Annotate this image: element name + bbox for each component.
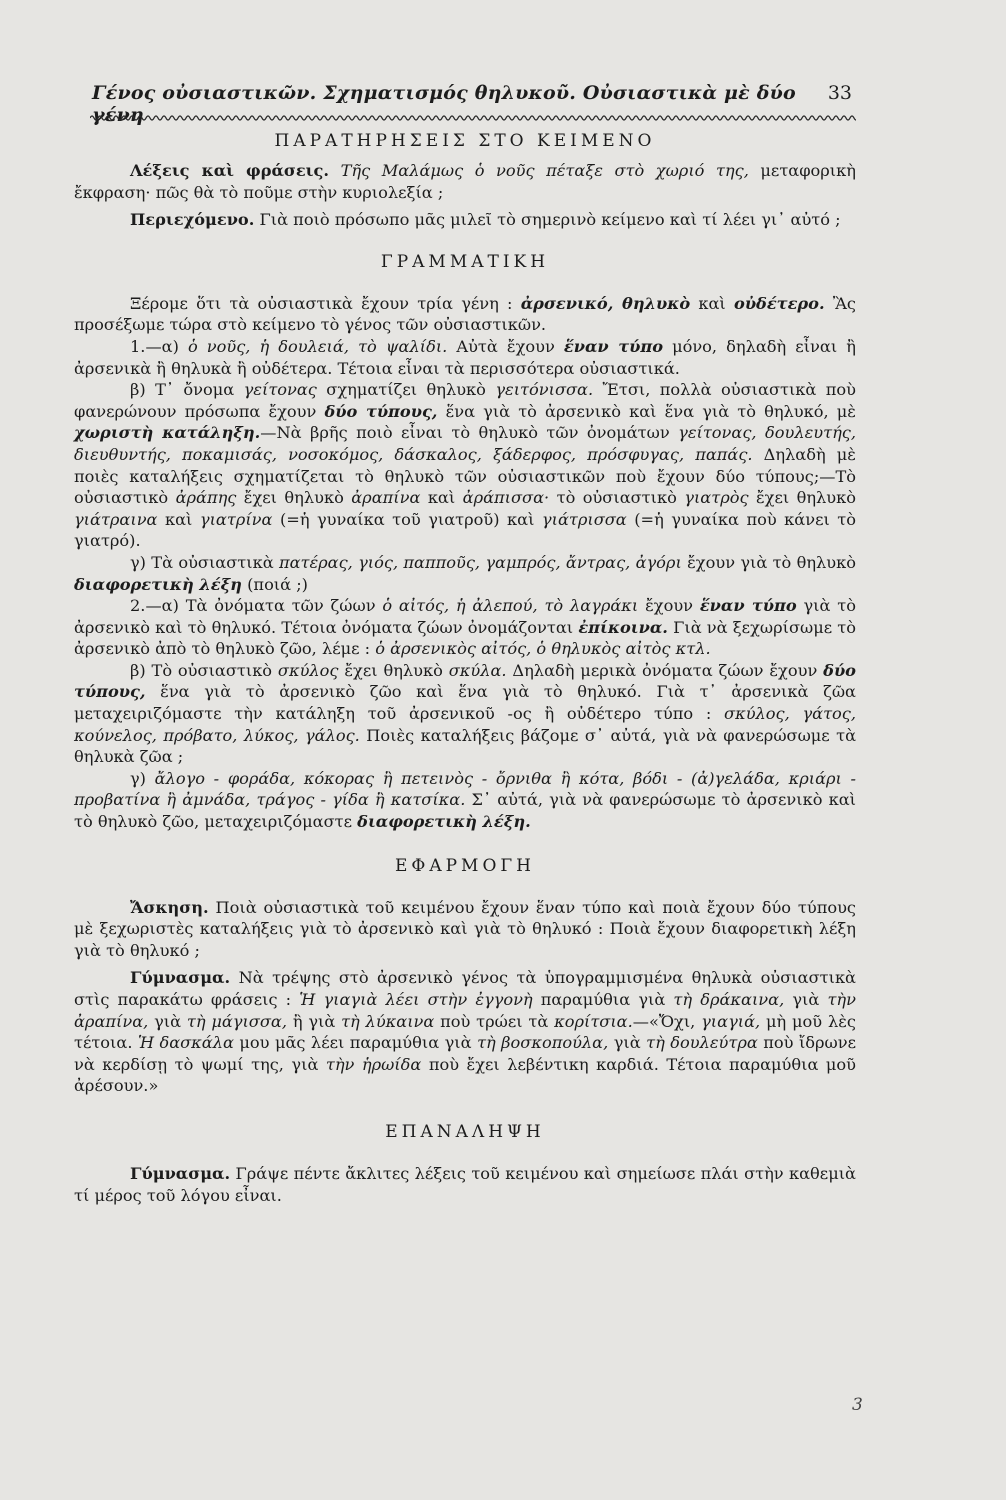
example: ἀράπισσα· — [462, 488, 550, 508]
page-body — [74, 122, 856, 1206]
text: —«Ὄχι, — [632, 1011, 696, 1031]
text: 1.—α) — [130, 336, 179, 356]
text: ποὺ τρώει τὰ — [440, 1011, 549, 1031]
example: γείτονας, δουλευτής, διευθυντής, ποκαμισάς, νοσοκόμος, δάσκαλος, ξάδερφος, πρόσφυγας, παπάς. — [74, 423, 856, 464]
text: ἔχουν — [645, 596, 694, 616]
text: (ποιά ;) — [247, 574, 309, 594]
example: πατέρας, γιός, παπποῦς, γαμπρός, ἄντρας, ἀγόρι — [278, 552, 682, 572]
text: Δηλαδὴ μὲ ποιὲς καταλήξεις σχηματίζεται τὸ θηλυκὸ τῶν οὐσιαστικῶν ποὺ ἔχουν δύο τύπους;—Τὸ οὐσιαστικὸ — [74, 444, 856, 508]
text: μου μᾶς λέει παραμύθια γιὰ — [239, 1033, 472, 1053]
text: ἢ γιὰ — [292, 1011, 336, 1031]
example: σκύλος — [277, 660, 339, 680]
paragraph-periexomeno — [74, 209, 856, 231]
askisi-text: Ποιὰ οὐσιαστικὰ τοῦ κειμένου ἔχουν ἕναν τύπο καὶ ποιὰ ἔχουν δύο τύπους μὲ ξεχωριστὲς καταλήξεις γιὰ τὸ ἀρσενικὸ καὶ γιὰ τὸ θηλυκό : Ποιὰ ἔχουν διαφορετικὴ λέξη γιὰ τὸ θηλυκό ; — [74, 897, 856, 960]
example: ὁ ἀρσενικὸς αἰτός, ὁ θηλυκὸς αἰτὸς κτλ. — [375, 639, 711, 659]
text: Νὰ τρέψης στὸ ἀρσενικὸ γένος τὰ ὑπογραμμισμένα θηλυκὰ οὐσιαστικὰ στὶς παρακάτω φράσεις : — [74, 968, 856, 1009]
text: ἔχει θηλυκὸ — [755, 488, 856, 508]
lexeis-label: Λέξεις καὶ φράσεις. — [130, 161, 330, 180]
lexeis-quote: Τῆς Μαλάμως ὁ νοῦς πέταξε στὸ χωριό της, — [340, 161, 749, 180]
signature-mark: 3 — [852, 1395, 863, 1415]
example: γιατρίνα — [199, 509, 273, 529]
example: Ἡ δασκάλα — [137, 1033, 234, 1053]
example: σκύλος, γάτος, κούνελος, πρόβατο, λύκος, γάλος. — [74, 704, 857, 745]
emphasis: χωριστὴ κατάληξη. — [74, 423, 261, 443]
gymnasma-text: Γράψε πέντε ἄκλιτες λέξεις τοῦ κειμένου καὶ σημείωσε πλάι στὴν καθεμιὰ τί μέρος τοῦ λόγου εἶναι. — [74, 1163, 856, 1205]
paragraph-gene — [74, 293, 856, 336]
text: γιὰ — [154, 1011, 182, 1031]
paragraph-1g — [74, 552, 856, 595]
text: Αὐτὰ ἔχουν — [456, 336, 555, 356]
example: σκύλα. — [448, 660, 507, 680]
example: ἀράπης — [175, 488, 237, 508]
paragraph-2g — [74, 768, 856, 833]
running-header — [92, 82, 852, 126]
text: καὶ — [427, 488, 456, 508]
text: γ) Τὰ οὐσιαστικὰ — [130, 552, 274, 572]
example: γειτόνισσα. — [495, 380, 594, 400]
emphasis: διαφορετικὴ λέξη. — [357, 812, 531, 832]
text: Ἂς προσέξωμε τώρα στὸ κείμενο τὸ γένος τῶν οὐσιαστικῶν. — [74, 293, 856, 335]
example: ἀραπίνα — [351, 488, 421, 508]
example: τὴ μάγισσα, — [186, 1011, 287, 1031]
text: μόνο, δηλαδὴ εἶναι ἢ ἀρσενικὰ ἢ θηλυκὰ ἢ οὐδέτερα. Τέτοια εἶναι τὰ περισσότερα οὐσιαστικά. — [74, 336, 856, 378]
text: β) Τὸ οὐσιαστικὸ — [130, 660, 273, 680]
text: Ποιὲς καταλήξεις βάζομε σ᾿ αὐτά, γιὰ νὰ φανερώσωμε τὰ θηλυκὰ ζῶα ; — [74, 725, 857, 767]
example: ἄλογο - φοράδα, κόκορας ἢ πετεινὸς - ὄρνιθα ἢ κότα, βόδι - (ἀ)γελάδα, κριάρι - προβατίνα ἢ ἀμνάδα, τράγος - γίδα ἢ κατσίκα. — [74, 768, 856, 810]
example: τὴν ἀραπίνα, — [74, 990, 856, 1031]
paragraph-1a — [74, 336, 856, 379]
gymnasma-label: Γύμνασμα. — [130, 1163, 231, 1183]
paragraph-2a — [74, 595, 856, 660]
text: ἔχει θηλυκὸ — [243, 488, 344, 508]
paragraph-lexeis — [74, 160, 856, 203]
text: καὶ — [164, 509, 193, 529]
text: —Νὰ βρῆς ποιὸ εἶναι τὸ θηλυκὸ τῶν ὀνομάτων — [260, 423, 670, 443]
text: σχηματίζει θηλυκὸ — [326, 380, 486, 400]
example: τὴ δουλεύτρα — [646, 1033, 758, 1053]
text: Δηλαδὴ μερικὰ ὀνόματα ζώων ἔχουν — [512, 660, 818, 680]
example: γιάτραινα — [74, 509, 158, 529]
example: γιάτρισσα — [541, 509, 627, 529]
emphasis: δύο τύπους, — [324, 401, 438, 421]
text: ἕνα γιὰ τὸ ἀρσενικὸ ζῶο καὶ ἕνα γιὰ τὸ θηλυκό. Γιὰ τ᾿ ἀρσενικὰ ζῶα μεταχειριζόμαστε τὴν κατάληξη τοῦ ἀρσενικοῦ -ος ἢ οὐδέτερο τύπο : — [74, 682, 856, 724]
example: γιατρὸς — [684, 488, 749, 508]
text: Ἔτσι, πολλὰ οὐσιαστικὰ ποὺ φανερώνουν πρόσωπα ἔχουν — [74, 380, 856, 421]
text: γ) — [130, 768, 146, 788]
text: παραμύθια γιὰ — [540, 990, 666, 1009]
text: (=ἡ γυναίκα τοῦ γιατροῦ) καὶ — [279, 509, 535, 529]
example: κορίτσια. — [554, 1011, 633, 1031]
emphasis: ἀρσενικό, θηλυκὸ — [520, 293, 691, 313]
text: Ξέρομε ὅτι τὰ οὐσιαστικὰ ἔχουν τρία γένη : — [130, 293, 513, 313]
paragraph-askisi — [74, 897, 856, 962]
gymnasma-label: Γύμνασμα. — [130, 968, 231, 988]
text: Γιὰ νὰ ξεχωρίσωμε τὸ ἀρσενικὸ ἀπὸ τὸ θηλυκὸ ζῶο, λέμε : — [74, 617, 856, 659]
example: γιαγιά, — [701, 1011, 761, 1031]
paragraph-epanalipsi — [74, 1163, 856, 1206]
heading-grammatiki: ΓΡΑΜΜΑΤΙΚΗ — [380, 251, 550, 272]
paragraph-2b — [74, 660, 856, 768]
emphasis: ἐπίκοινα. — [578, 617, 668, 637]
text: ἕνα γιὰ τὸ ἀρσενικὸ καὶ ἕνα γιὰ τὸ θηλυκό, μὲ — [445, 401, 856, 421]
text: 2.—α) Τὰ ὀνόματα τῶν ζώων — [130, 596, 376, 616]
paragraph-gymnasma — [74, 967, 856, 1097]
example: γείτονας — [243, 380, 317, 400]
emphasis: οὐδέτερο. — [734, 293, 825, 313]
paragraph-1b — [74, 379, 856, 552]
text: ἔχουν γιὰ τὸ θηλυκὸ — [687, 552, 856, 572]
periexomeno-label: Περιεχόμενο. — [130, 210, 255, 230]
periexomeno-text: Γιὰ ποιὸ πρόσωπο μᾶς μιλεῖ τὸ σημερινὸ κείμενο καὶ τί λέει γι᾿ αὐτό ; — [259, 210, 841, 230]
header-title: Γένος οὐσιαστικῶν. Σχηματισμός θηλυκοῦ. Οὐσιαστικὰ μὲ δύο γένη — [92, 82, 796, 126]
text: ἔχει θηλυκὸ — [344, 660, 443, 680]
lexeis-text: μεταφορικὴ ἔκφραση· πῶς θὰ τὸ ποῦμε στὴν κυριολεξία ; — [74, 161, 856, 202]
page-number: 33 — [827, 82, 852, 104]
example: ὁ νοῦς, ἡ δουλειά, τὸ ψαλίδι. — [187, 336, 448, 356]
text: μὴ μοῦ λὲς τέτοια. — [74, 1011, 856, 1053]
example: τὴ βοσκοπούλα, — [477, 1033, 609, 1053]
text: Σ᾿ αὐτά, γιὰ νὰ φανερώσωμε τὸ ἀρσενικὸ καὶ τὸ θηλυκὸ ζῶο, μεταχειριζόμαστε — [74, 790, 857, 832]
text: ποὺ ἔχει λεβέντικη καρδιά. Τέτοια παραμύθια μοῦ ἀρέσουν.» — [74, 1054, 856, 1096]
text: καὶ — [698, 293, 726, 313]
heading-paratiriseis: ΠΑΡΑΤΗΡΗΣΕΙΣ ΣΤΟ ΚΕΙΜΕΝΟ — [274, 131, 656, 151]
emphasis: διαφορετικὴ λέξη — [74, 574, 242, 594]
example: Ἡ γιαγιὰ λέει στὴν ἐγγονὴ — [299, 990, 533, 1009]
emphasis: δύο τύπους, — [74, 660, 856, 702]
text: γιὰ τὸ ἀρσενικὸ καὶ τὸ θηλυκό. Τέτοια ὀνόματα ζώων ὀνομάζονται — [74, 596, 856, 637]
text: ποὺ ἴδρωνε νὰ κερδίσῃ τὸ ψωμί της, γιὰ — [74, 1033, 856, 1074]
text: (=ἡ γυναίκα ποὺ κάνει τὸ γιατρό). — [74, 509, 856, 551]
emphasis: ἕναν τύπο — [699, 596, 797, 616]
text: γιὰ — [613, 1033, 641, 1053]
example: τὴν ἡρωίδα — [325, 1054, 422, 1074]
text: β) Τ᾿ ὄνομα — [130, 380, 235, 400]
example: τὴ λύκαινα — [341, 1011, 435, 1031]
heading-epanalipsi: ΕΠΑΝΑΛΗΨΗ — [385, 1121, 545, 1142]
emphasis: ἕναν τύπο — [563, 336, 663, 356]
text: τὸ οὐσιαστικὸ — [556, 488, 677, 508]
askisi-label: Ἄσκηση. — [130, 897, 209, 917]
text: γιὰ — [792, 990, 820, 1009]
example: τὴ δράκαινα, — [673, 990, 785, 1009]
example: ὁ αἰτός, ἡ ἀλεπού, τὸ λαγράκι — [382, 596, 639, 616]
heading-efarmogi: ΕΦΑΡΜΟΓΗ — [394, 855, 536, 876]
